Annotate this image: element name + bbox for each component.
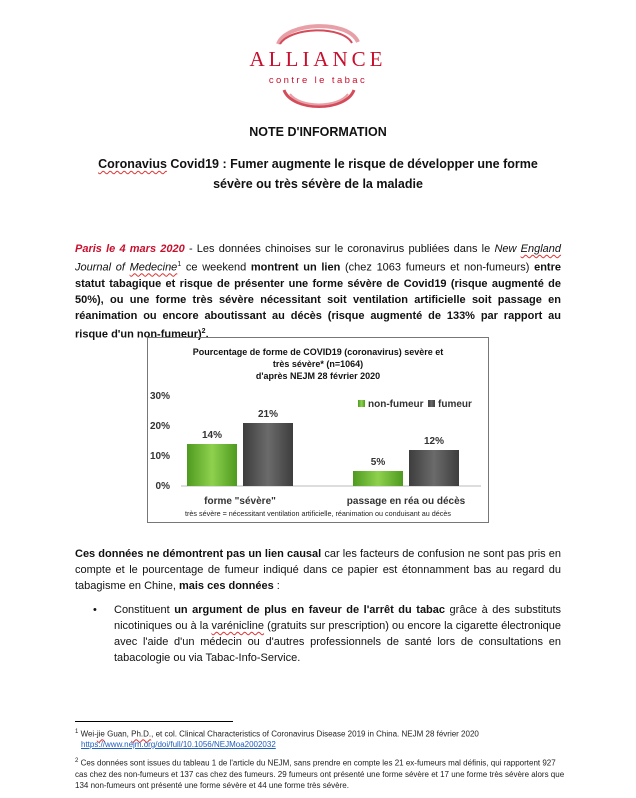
fn1-d: Ph.D. xyxy=(131,729,152,739)
data-label: 5% xyxy=(370,457,386,468)
y-tick-label: 30% xyxy=(149,391,170,402)
conclusion-text-1: car les facteurs de confusion ne sont pas pris en compte et le pourcentage de fumeur indiqué dans ce papier est étonnamment bas au regard du tabagisme en Chine, xyxy=(75,548,561,592)
fn1-number: 1 xyxy=(75,729,79,735)
intro-text-1: - Les données chinoises sur le coronavirus publiées dans le xyxy=(184,243,495,255)
bullet-word-varenicline: varénicline xyxy=(211,620,265,632)
bar-non-fumeur-0 xyxy=(187,444,237,486)
logo-tagline: contre le tabac xyxy=(268,75,368,86)
logo-word: ALLIANCE xyxy=(249,47,387,71)
journal-d: Medecine xyxy=(129,261,178,274)
bullet-dot-icon: • xyxy=(93,604,97,616)
intro-bold-1: montrent un lien xyxy=(250,261,341,274)
conclusion-bold-2: mais ces données xyxy=(178,580,274,592)
footnote-ref-2[interactable]: 2 xyxy=(201,327,206,335)
y-tick-label: 10% xyxy=(149,451,170,462)
bar-chart xyxy=(147,337,489,523)
category-label: forme "sévère" xyxy=(204,496,276,507)
bar-fumeur-0 xyxy=(243,423,293,486)
intro-bold-2: entre statut tabagique et risque de présenter une forme sévère de Covid19 (risque augmenté de 50%), ou une forme très sévère nécessitant soit ventilation artificielle soit passage en réanimation ou encore aboutissant au décès (risque augmenté de 133% par rapport au risque d'un non-fumeur) xyxy=(75,261,561,341)
bullet-text-3: (gratuits sur prescription) ou encore la cigarette électronique avec l'aide d'un médecin ou d'autres professionnels de santé lors de consultations en tabacologie ou via Tabac-Info-Service. xyxy=(114,620,562,664)
chart-title-line3: d'après NEJM 28 février 2020 xyxy=(255,371,381,381)
footnote-2 xyxy=(75,756,565,791)
main-title xyxy=(70,154,566,194)
category-label: passage en réa ou décès xyxy=(346,496,466,507)
chart-plot xyxy=(148,338,488,522)
legend-label-fumeur: fumeur xyxy=(438,399,472,410)
intro-text-2: ce weekend xyxy=(181,261,251,274)
alliance-logo xyxy=(218,14,418,114)
legend-swatch-non-fumeur xyxy=(358,400,365,407)
journal-a: New xyxy=(494,243,521,255)
legend-label-non-fumeur: non-fumeur xyxy=(368,399,424,410)
footnote-separator xyxy=(75,721,233,722)
chart-title-line1: Pourcentage de forme de COVID19 (coronavirus) sevère et xyxy=(192,347,444,357)
fn2-text: Ces données sont issues du tableau 1 de l'article du NEJM, sans prendre en compte les 21 ex-fumeurs mal définis, qui rapportent 927 cas chez des non-fumeurs et 137 cas chez des fumeurs. 29 fumeurs ont présenté une forme sévère et 17 une forme très sévère alors que 134 non-fumeurs ont présenté une forme sévère et 44 une forme très sévère. xyxy=(75,758,565,790)
chart-title-line2: très sévère* (n=1064) xyxy=(272,359,364,369)
title-line2: sévère ou très sévère de la maladie xyxy=(213,177,423,191)
bullet-text-1: Constituent xyxy=(114,604,175,616)
footnote-1 xyxy=(75,727,565,740)
bullet-text-2: grâce à des substituts nicotiniques ou à la xyxy=(114,604,561,632)
journal-c: Journal of xyxy=(75,261,130,274)
fn1-a: Wei- xyxy=(78,729,97,739)
footnote-1-link[interactable]: https://www.nejm.org/doi/full/10.1056/NEJMoa2002032 xyxy=(81,740,276,749)
data-label: 21% xyxy=(257,409,279,420)
data-label: 12% xyxy=(423,436,445,447)
intro-paragraph xyxy=(75,241,561,342)
journal-b: England xyxy=(520,243,562,255)
title-line1-rest: Covid19 : Fumer augmente le risque de développer une forme xyxy=(166,157,538,171)
intro-end: . xyxy=(205,328,209,341)
conclusion-text-2: : xyxy=(273,580,280,592)
bullet-bold: un argument de plus en faveur de l'arrêt du tabac xyxy=(174,604,446,616)
bar-fumeur-1 xyxy=(409,450,459,486)
title-word-coronavius: Coronavius xyxy=(98,157,167,171)
fn2-number: 2 xyxy=(75,758,79,764)
fn1-b: jie xyxy=(96,729,105,739)
y-tick-label: 0% xyxy=(155,481,170,492)
legend-swatch-fumeur xyxy=(428,400,435,407)
fn1-c: Guan, xyxy=(104,729,132,739)
conclusion-bold-1: Ces données ne démontrent pas un lien causal xyxy=(75,548,322,560)
data-label: 14% xyxy=(201,430,223,441)
note-title: NOTE D'INFORMATION xyxy=(249,125,387,139)
fn1-e: , et col. Clinical Characteristics of Coronavirus Disease 2019 in China. NEJM 28 février 2020 xyxy=(151,729,479,739)
footnote-ref-1[interactable]: 1 xyxy=(177,261,182,268)
intro-date: Paris le 4 mars 2020 xyxy=(75,243,185,255)
y-tick-label: 20% xyxy=(149,421,170,432)
bullet-item xyxy=(114,602,561,666)
chart-footnote: très sévère = nécessitant ventilation artificielle, réanimation ou conduisant au décès xyxy=(185,509,451,518)
intro-text-3: (chez 1063 fumeurs et non-fumeurs) xyxy=(340,261,535,274)
bar-non-fumeur-1 xyxy=(353,471,403,486)
conclusion-paragraph xyxy=(75,546,561,594)
